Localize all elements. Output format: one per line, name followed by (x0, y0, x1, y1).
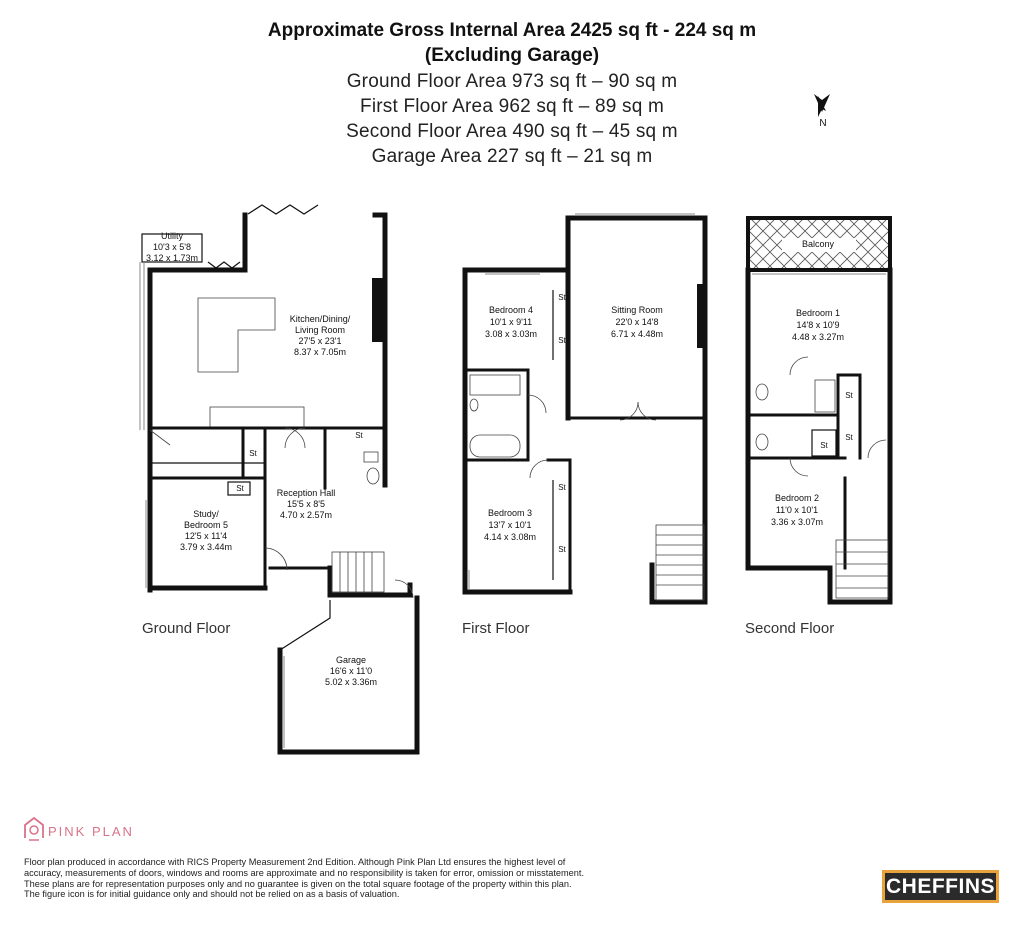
north-label: N (819, 118, 827, 129)
bedroom3-label: Bedroom 3 (487, 508, 533, 518)
storage-label: St (558, 336, 566, 345)
study-label-1: Study/ (193, 509, 219, 519)
utility-metric: 3.12 x 1.73m (145, 253, 199, 263)
sitting-room-metric: 6.71 x 4.48m (610, 329, 664, 339)
kitchen-imperial: 27'5 x 23'1 (298, 336, 342, 346)
first-floor-label: First Floor (462, 620, 530, 637)
reception-hall-imperial: 15'5 x 8'5 (287, 499, 325, 509)
sitting-room-imperial: 22'0 x 14'8 (615, 317, 659, 327)
gross-area-title: Approximate Gross Internal Area 2425 sq ft - 224 sq m (267, 20, 757, 41)
utility-label: Utility (161, 231, 183, 241)
bedroom4-label: Bedroom 4 (488, 305, 534, 315)
garage-imperial: 16'6 x 11'0 (329, 666, 373, 676)
kitchen-label-2: Living Room (294, 325, 346, 335)
sitting-room-label: Sitting Room (611, 305, 663, 315)
ground-floor-area: Ground Floor Area 973 sq ft – 90 sq m (346, 71, 678, 92)
kitchen-label-1: Kitchen/Dining/ (289, 314, 351, 324)
bedroom2-imperial: 11'0 x 10'1 (775, 505, 819, 515)
bedroom3-imperial: 13'7 x 10'1 (488, 520, 532, 530)
storage-label: St (558, 545, 566, 554)
second-floor-plan (745, 218, 890, 637)
first-floor-plan (462, 214, 706, 637)
bedroom3-metric: 4.14 x 3.08m (483, 532, 537, 542)
storage-label: St (236, 484, 244, 493)
excluding-garage-note: (Excluding Garage) (424, 45, 600, 66)
bedroom4-metric: 3.08 x 3.03m (484, 329, 538, 339)
bedroom2-label: Bedroom 2 (774, 493, 820, 503)
garage-label: Garage (335, 655, 367, 665)
ground-floor-label: Ground Floor (142, 620, 231, 637)
kitchen-metric: 8.37 x 7.05m (293, 347, 347, 357)
north-arrow-icon (814, 94, 830, 129)
utility-imperial: 10'3 x 5'8 (153, 242, 191, 252)
garage-area: Garage Area 227 sq ft – 21 sq m (371, 146, 653, 167)
storage-label: St (558, 483, 566, 492)
cheffins-logo: CHEFFINS (882, 870, 999, 903)
pink-plan-brand: PINK PLAN (48, 824, 134, 839)
bedroom1-label: Bedroom 1 (795, 308, 841, 318)
bedroom1-imperial: 14'8 x 10'9 (796, 320, 840, 330)
study-label-2: Bedroom 5 (183, 520, 229, 530)
storage-label: St (558, 293, 566, 302)
storage-label: St (820, 441, 828, 450)
balcony-label: Balcony (801, 239, 835, 249)
garage-metric: 5.02 x 3.36m (324, 677, 378, 687)
storage-label: St (355, 431, 363, 440)
storage-label: St (249, 449, 257, 458)
first-floor-area: First Floor Area 962 sq ft – 89 sq m (360, 96, 664, 117)
bedroom2-metric: 3.36 x 3.07m (770, 517, 824, 527)
reception-hall-label: Reception Hall (276, 488, 336, 498)
bedroom4-imperial: 10'1 x 9'11 (489, 317, 533, 327)
study-metric: 3.79 x 3.44m (179, 542, 233, 552)
bedroom1-metric: 4.48 x 3.27m (791, 332, 845, 342)
second-floor-label: Second Floor (745, 620, 835, 637)
study-imperial: 12'5 x 11'4 (184, 531, 228, 541)
ground-floor-plan (140, 205, 417, 752)
disclaimer-text: Floor plan produced in accordance with RICS Property Measurement 2nd Edition. Although Pink Plan Ltd ensures the highest level of accuracy, measurements of doors, windows and rooms are approximate and no responsibility is taken for error, omission or misstatement. These plans are for representation purposes only and no guarantee is given on the total square footage of the property within this plan. The figure icon is for initial guidance only and should not be relied on as a basis of valuation. (24, 857, 585, 900)
second-floor-area: Second Floor Area 490 sq ft – 45 sq m (346, 121, 678, 142)
storage-label: St (845, 391, 853, 400)
storage-label: St (845, 433, 853, 442)
pink-plan-house-logo-icon (25, 818, 43, 840)
reception-hall-metric: 4.70 x 2.57m (279, 510, 333, 520)
